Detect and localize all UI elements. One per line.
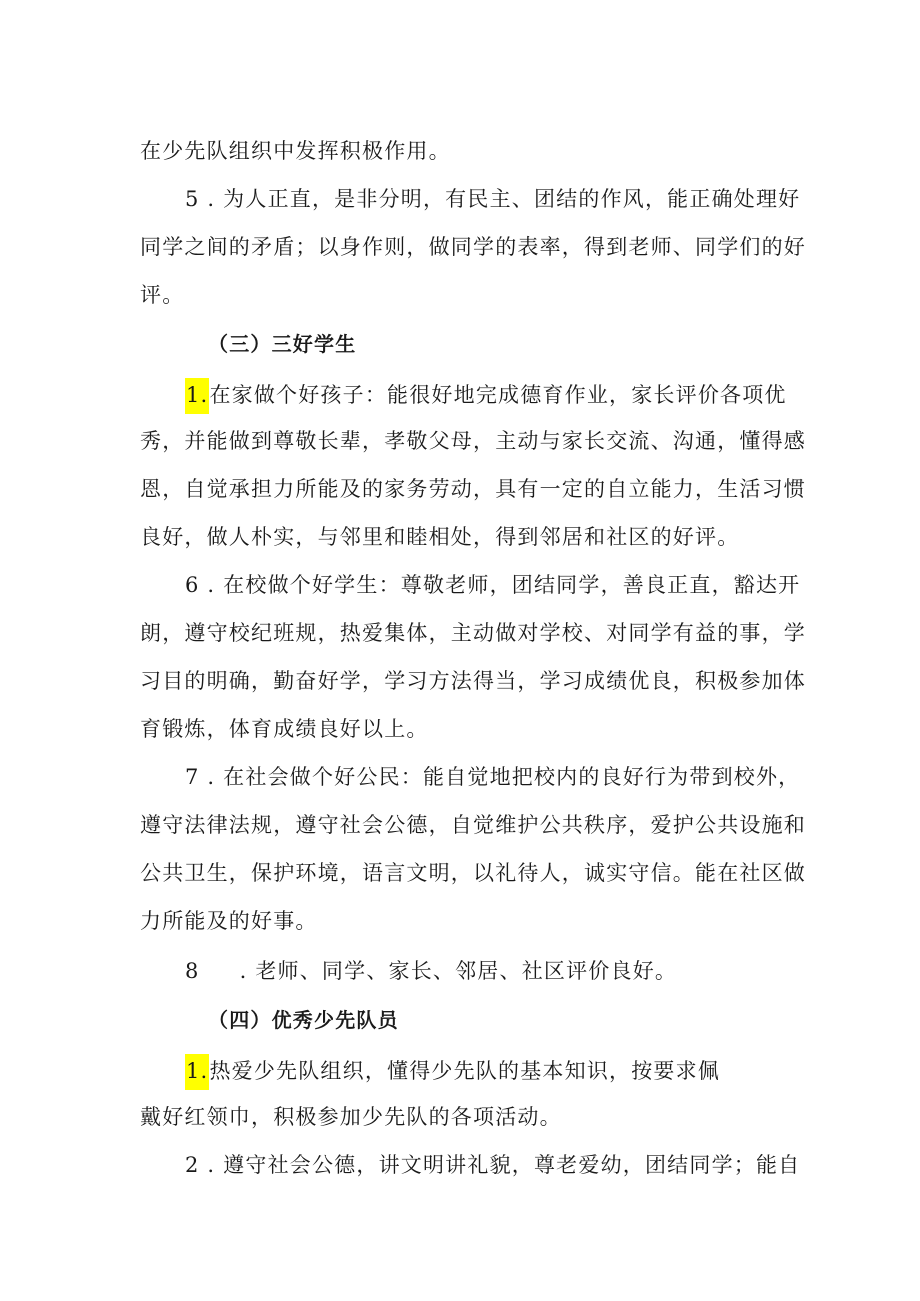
- paragraph-line: 同学之间的矛盾；以身作则，做同学的表率，得到老师、同学们的好: [140, 235, 806, 259]
- highlighted-number: 1.: [185, 378, 209, 414]
- paragraph-line: 遵守法律法规，遵守社会公德，自觉维护公共秩序，爱护公共设施和: [140, 813, 806, 837]
- paragraph-line: 6 . 在校做个好学生：尊敬老师，团结同学，善良正直，豁达开: [185, 573, 801, 597]
- paragraph-line: 秀，并能做到尊敬长辈，孝敬父母，主动与家长交流、沟通，懂得感: [140, 429, 806, 453]
- paragraph-text: 热爱少先队组织，懂得少先队的基本知识，按要求佩: [209, 1059, 721, 1083]
- paragraph-line: [185, 956, 677, 986]
- section-heading-3: （三）三好学生: [208, 332, 357, 356]
- paragraph-line: [185, 378, 787, 414]
- highlighted-number: 1.: [185, 1054, 209, 1090]
- paragraph-line: 良好，做人朴实，与邻里和睦相处，得到邻居和社区的好评。: [140, 525, 740, 549]
- section-heading-4: （四）优秀少先队员: [208, 1008, 399, 1032]
- paragraph-line: 朗，遵守校纪班规，热爱集体，主动做对学校、对同学有益的事，学: [140, 621, 806, 645]
- paragraph-line: 7 . 在社会做个好公民：能自觉地把校内的良好行为带到校外，: [185, 765, 801, 789]
- item-number: 8: [185, 959, 200, 983]
- paragraph-line: 育锻炼，体育成绩良好以上。: [140, 717, 429, 741]
- paragraph-line: 恩，自觉承担力所能及的家务劳动，具有一定的自立能力，生活习惯: [140, 477, 806, 501]
- paragraph-line: 5 . 为人正直，是非分明，有民主、团结的作风，能正确处理好: [185, 187, 801, 211]
- paragraph-text: . 老师、同学、家长、邻居、社区评价良好。: [239, 959, 678, 983]
- paragraph-line: [185, 1054, 720, 1090]
- paragraph-line: 评。: [140, 283, 185, 307]
- paragraph-line: 2 . 遵守社会公德，讲文明讲礼貌，尊老爱幼，团结同学；能自: [185, 1153, 801, 1177]
- paragraph-line: 戴好红领巾，积极参加少先队的各项活动。: [140, 1105, 562, 1129]
- paragraph-line: 公共卫生，保护环境，语言文明，以礼待人，诚实守信。能在社区做: [140, 861, 806, 885]
- paragraph-text: 在家做个好孩子：能很好地完成德育作业，家长评价各项优: [209, 383, 787, 407]
- paragraph-line: 在少先队组织中发挥积极作用。: [140, 139, 451, 163]
- paragraph-line: 力所能及的好事。: [140, 909, 318, 933]
- paragraph-line: 习目的明确，勤奋好学，学习方法得当，学习成绩优良，积极参加体: [140, 669, 806, 693]
